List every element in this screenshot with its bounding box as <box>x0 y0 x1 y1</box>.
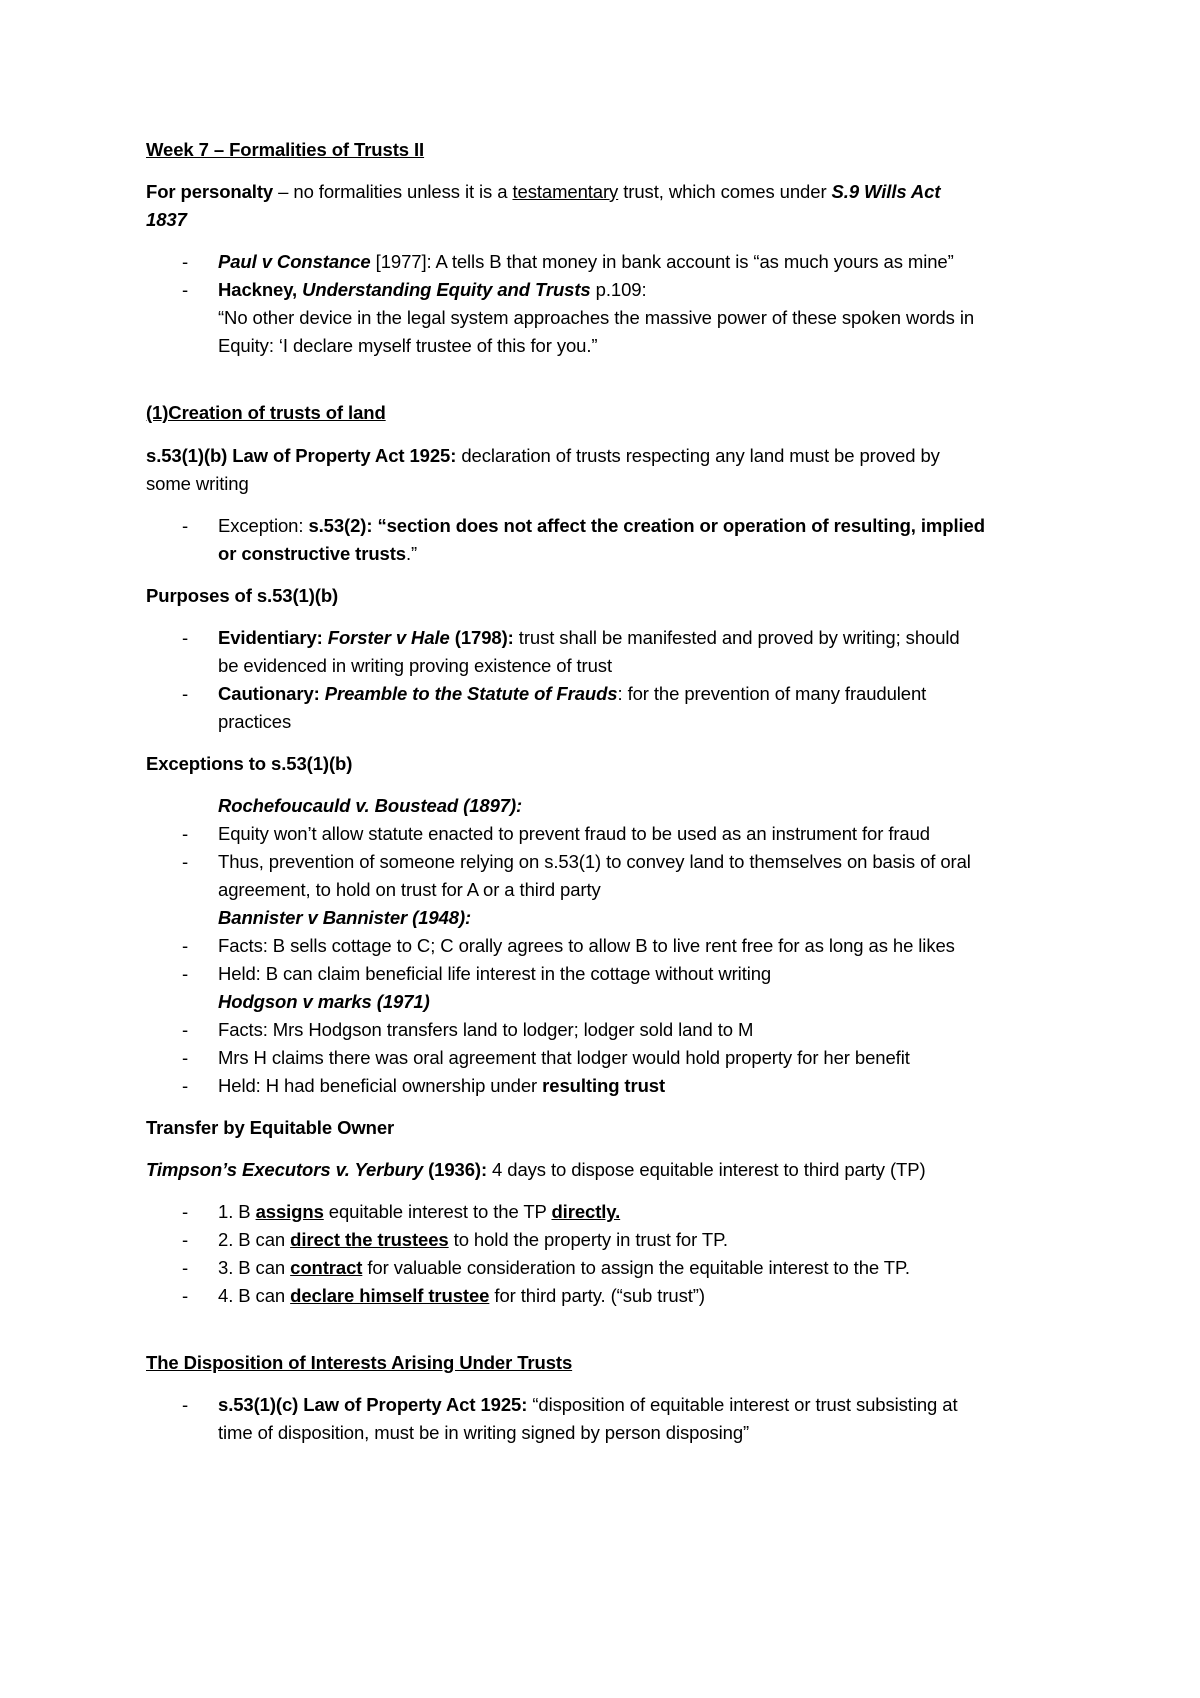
bullet-dash: - <box>182 1019 189 1040</box>
bullet-dash: - <box>182 823 189 844</box>
exceptions-heading: Exceptions to s.53(1)(b) <box>146 753 353 774</box>
bullet-dash: - <box>182 1047 189 1068</box>
s53c-line: s.53(1)(c) Law of Property Act 1925: “disposition of equitable interest or trust subsisting at <box>218 1394 958 1415</box>
transfer-method-3: 3. B can contract for valuable consideration to assign the equitable interest to the TP. <box>218 1257 910 1278</box>
transfer-method-1: 1. B assigns equitable interest to the TP directly. <box>218 1201 621 1222</box>
transfer-method-2: 2. B can direct the trustees to hold the property in trust for TP. <box>218 1229 728 1250</box>
rochefoucauld-point-2b: agreement, to hold on trust for A or a third party <box>218 879 601 900</box>
s53c-line-2: time of disposition, must be in writing signed by person disposing” <box>218 1422 750 1443</box>
rochefoucauld-point-2: Thus, prevention of someone relying on s.53(1) to convey land to themselves on basis of oral <box>218 851 971 872</box>
cautionary-line-2: practices <box>218 711 292 732</box>
s53-line: s.53(1)(b) Law of Property Act 1925: declaration of trusts respecting any land must be proved by <box>146 445 940 466</box>
bullet-dash: - <box>182 515 189 536</box>
hodgson-facts: Facts: Mrs Hodgson transfers land to lodger; lodger sold land to M <box>218 1019 754 1040</box>
transfer-heading: Transfer by Equitable Owner <box>146 1117 395 1138</box>
intro-line: For personalty – no formalities unless it is a testamentary trust, which comes under S.9 Wills Act <box>146 181 941 202</box>
section-heading-creation: (1)Creation of trusts of land <box>146 402 386 423</box>
bullet-dash: - <box>182 963 189 984</box>
evidentiary-line: Evidentiary: Forster v Hale (1798): trust shall be manifested and proved by writing; should <box>218 627 960 648</box>
bullet-dash: - <box>182 251 189 272</box>
bullet-dash: - <box>182 1229 189 1250</box>
exception-line: Exception: s.53(2): “section does not affect the creation or operation of resulting, implied <box>218 515 985 536</box>
hodgson-held: Held: H had beneficial ownership under resulting trust <box>218 1075 666 1096</box>
evidentiary-line-2: be evidenced in writing proving existence of trust <box>218 655 612 676</box>
bullet-dash: - <box>182 1201 189 1222</box>
quote-line-1: “No other device in the legal system approaches the massive power of these spoken words in <box>218 307 975 328</box>
bullet-dash: - <box>182 1285 189 1306</box>
page-title: Week 7 – Formalities of Trusts II <box>146 139 425 160</box>
rochefoucauld-point-1: Equity won’t allow statute enacted to prevent fraud to be used as an instrument for fraud <box>218 823 930 844</box>
paul-v-constance: Paul v Constance [1977]: A tells B that money in bank account is “as much yours as mine” <box>218 251 954 272</box>
s53-line-2: some writing <box>146 473 249 494</box>
quote-line-2: Equity: ‘I declare myself trustee of this for you.” <box>218 335 598 356</box>
intro-year: 1837 <box>146 209 187 230</box>
rochefoucauld-case: Rochefoucauld v. Boustead (1897): <box>218 795 523 816</box>
cautionary-line: Cautionary: Preamble to the Statute of Frauds: for the prevention of many fraudulent <box>218 683 927 704</box>
bullet-dash: - <box>182 1075 189 1096</box>
purposes-heading: Purposes of s.53(1)(b) <box>146 585 339 606</box>
hodgson-claim: Mrs H claims there was oral agreement that lodger would hold property for her benefit <box>218 1047 910 1068</box>
bullet-dash: - <box>182 1394 189 1415</box>
hackney-citation: Hackney, Understanding Equity and Trusts p.109: <box>218 279 647 300</box>
bullet-dash: - <box>182 1257 189 1278</box>
bullet-dash: - <box>182 627 189 648</box>
exception-line-2: or constructive trusts.” <box>218 543 418 564</box>
bullet-dash: - <box>182 683 189 704</box>
timpson-line: Timpson’s Executors v. Yerbury (1936): 4 days to dispose equitable interest to third party (TP) <box>146 1159 926 1180</box>
bannister-held: Held: B can claim beneficial life interest in the cottage without writing <box>218 963 772 984</box>
bannister-facts: Facts: B sells cottage to C; C orally agrees to allow B to live rent free for as long as he likes <box>218 935 955 956</box>
transfer-method-4: 4. B can declare himself trustee for third party. (“sub trust”) <box>218 1285 705 1306</box>
bullet-dash: - <box>182 935 189 956</box>
hodgson-case: Hodgson v marks (1971) <box>218 991 430 1012</box>
bullet-dash: - <box>182 851 189 872</box>
section-heading-disposition: The Disposition of Interests Arising Under Trusts <box>146 1352 573 1373</box>
bullet-dash: - <box>182 279 189 300</box>
bannister-case: Bannister v Bannister (1948): <box>218 907 472 928</box>
